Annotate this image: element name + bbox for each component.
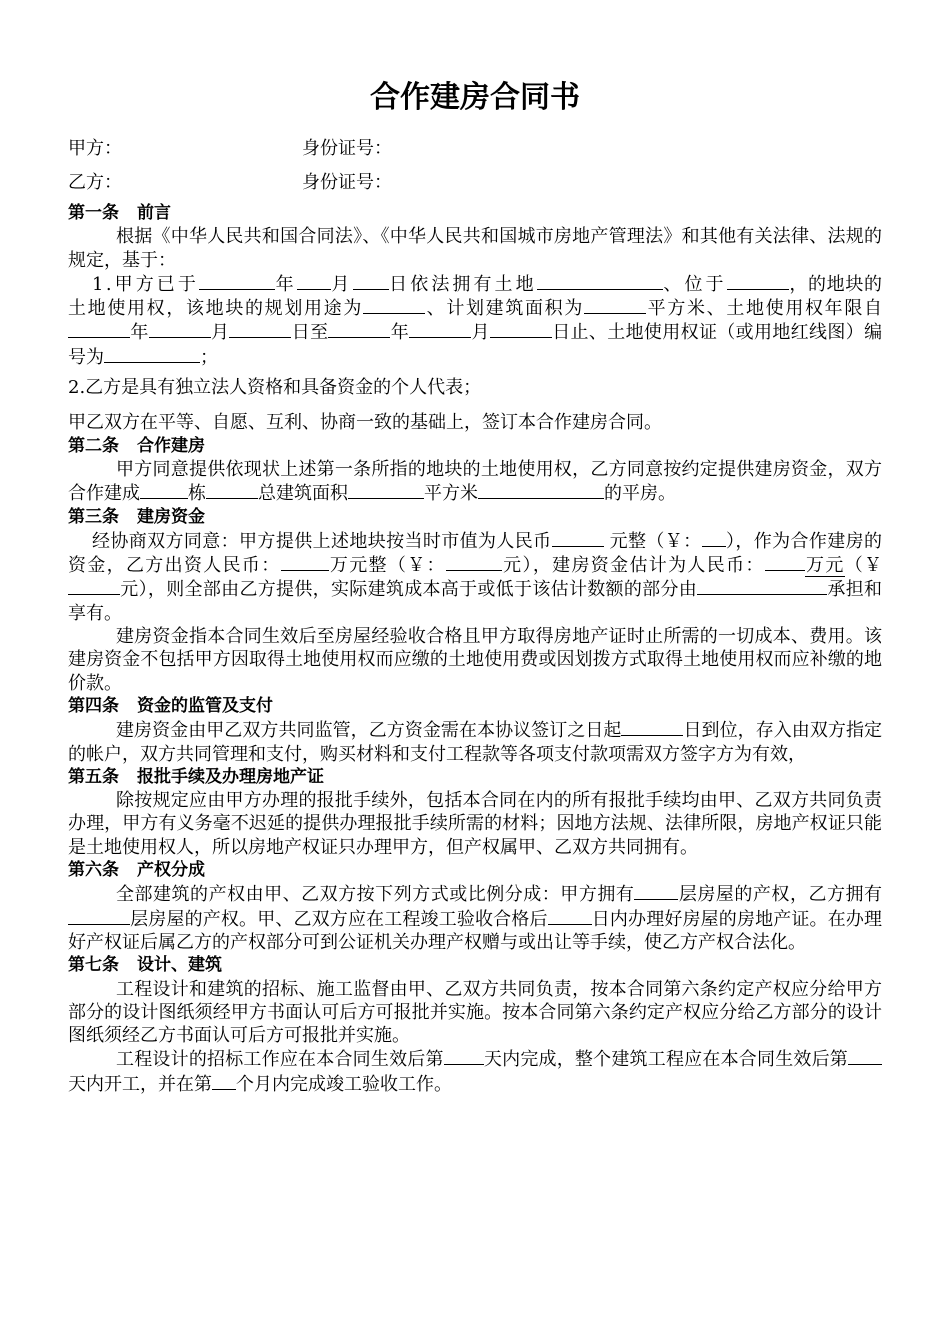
article-6-paragraph: 全部建筑的产权由甲、乙双方按下列方式或比例分成：甲方拥有 层房屋的产权，乙方拥有层房屋的产权。甲、乙双方应在工程竣工验收合格后 日内办理好房屋的房地产证。在办理好产权证后属乙方的产权部分可到公证机关办理产权赠与或出让等手续，使乙方产权合法化。 (68, 884, 883, 953)
blank-usage (363, 296, 425, 314)
blank-b-investment (281, 553, 329, 571)
article-3-heading: 第三条 建房资金 (68, 506, 205, 527)
article-2-paragraph: 甲方同意提供依现状上述第一条所指的地块的土地使用权，乙方同意按约定提供建房资金，双方合作建成 栋 总建筑面积 平方米 的平房。 (68, 458, 882, 505)
article-7-paragraph-2: 工程设计的招标工作应在本合同生效后第 天内完成，整个建筑工程应在本合同生效后第天内开工，并在第 个月内完成竣工验收工作。 (68, 1047, 882, 1096)
blank-total-area (206, 481, 258, 499)
article-1-basis: 甲乙双方在平等、自愿、互利、协商一致的基础上，签订本合作建房合同。 (68, 412, 662, 434)
blank-end-day (490, 320, 552, 338)
blank-land-value-yen (702, 529, 726, 547)
article-1-heading: 第一条 前言 (68, 203, 171, 223)
blank-year (199, 272, 275, 290)
blank-budget (765, 553, 805, 571)
blank-b-floors (68, 907, 130, 925)
article-1-paragraph: 根据《中华人民共和国合同法》、《中华人民共和国城市房地产管理法》和其他有关法律、法规的规定，基于： (68, 226, 882, 271)
blank-buildings (140, 481, 188, 499)
article-4-paragraph: 建房资金由甲乙双方共同监管，乙方资金需在本协议签订之日起 日到位，存入由双方指定的帐户，双方共同管理和支付，购买材料和支付工程款等各项支付款项需双方签字方为有效， (68, 720, 883, 765)
article-7-heading: 第七条 设计、建筑 (68, 955, 222, 976)
article-6-heading: 第六条 产权分成 (68, 860, 205, 881)
party-b-label: 乙方： (68, 172, 122, 193)
blank-start-year (68, 320, 130, 338)
blank-sqm (348, 481, 424, 499)
blank-type (478, 481, 604, 499)
blank-start-days (848, 1047, 882, 1065)
article-2-heading: 第二条 合作建房 (68, 435, 205, 456)
blank-location (727, 272, 789, 290)
blank-start-month (149, 320, 211, 338)
party-a-label: 甲方： (68, 138, 122, 159)
party-b-id-label: 身份证号： (302, 172, 392, 193)
article-1-item-2: 2.乙方是具有独立法人资格和具备资金的个人代表； (68, 377, 482, 399)
article-7-paragraph-1: 工程设计和建筑的招标、施工监督由甲、乙双方共同负责，按本合同第六条约定产权应分给甲方部分的设计图纸须经甲方书面认可后方可报批并实施。按本合同第六条约定产权应分给乙方部分的设计图纸须经乙方书面认可后方可报批并实施。 (68, 978, 882, 1047)
article-5-heading: 第五条 报批手续及办理房地产证 (68, 766, 324, 787)
blank-responsible-party (697, 577, 827, 595)
article-4-heading: 第四条 资金的监管及支付 (68, 695, 273, 716)
blank-start-day (229, 320, 291, 338)
article-3-paragraph-1: 经协商双方同意：甲方提供上述地块按当时市值为人民币 元整（￥： ），作为合作建房的资金，乙方出资人民币： 万元整（￥： 元），建房资金估计为人民币： 万元（￥元），则全部由乙方提供，实际建筑成本高于或低于该估计数额的部分由 承担和享有。 (68, 530, 883, 624)
party-a-row (68, 132, 882, 166)
blank-day (353, 272, 389, 290)
article-1-item-1: 1.甲方已于 年 月 日依法拥有土地 、位于 ，的地块的土地使用权，该地块的规划用途为 、计划建筑面积为 平方米、土地使用权年限自年 月 日至 年 月 日止、土地使用权证（或用地红线图）编号为 ； (68, 273, 883, 368)
blank-land-value (552, 529, 604, 547)
party-b-row (68, 166, 882, 200)
blank-b-investment-yen (446, 553, 502, 571)
blank-certificate-no (104, 345, 200, 363)
blank-cert-days (548, 907, 592, 925)
blank-funding-days (621, 718, 683, 736)
blank-land (537, 272, 663, 290)
blank-end-year (328, 320, 390, 338)
party-a-id-label: 身份证号： (302, 138, 392, 159)
document-title: 合作建房合同书 (370, 80, 580, 115)
blank-month (297, 272, 331, 290)
blank-a-floors (634, 882, 678, 900)
article-5-paragraph: 除按规定应由甲方办理的报批手续外，包括本合同在内的所有报批手续均由甲、乙双方共同负责办理，甲方有义务毫不迟延的提供办理报批手续所需的材料；因地方法规、法律所限，房地产权证只能是土地使用权人，所以房地产权证只办理甲方，但产权属甲、乙双方共同拥有。 (68, 790, 882, 858)
contract-document (68, 78, 882, 1096)
article-3-paragraph-2: 建房资金指本合同生效后至房屋经验收合格且甲方取得房地产证时止所需的一切成本、费用。该建房资金不包括甲方因取得土地使用权而应缴的土地使用费或因划拨方式取得土地使用权而应补缴的地价款。 (68, 626, 882, 694)
blank-area (584, 296, 646, 314)
blank-end-month (409, 320, 471, 338)
blank-budget-yen (68, 577, 120, 595)
blank-months (212, 1072, 236, 1090)
blank-tender-days (444, 1047, 484, 1065)
